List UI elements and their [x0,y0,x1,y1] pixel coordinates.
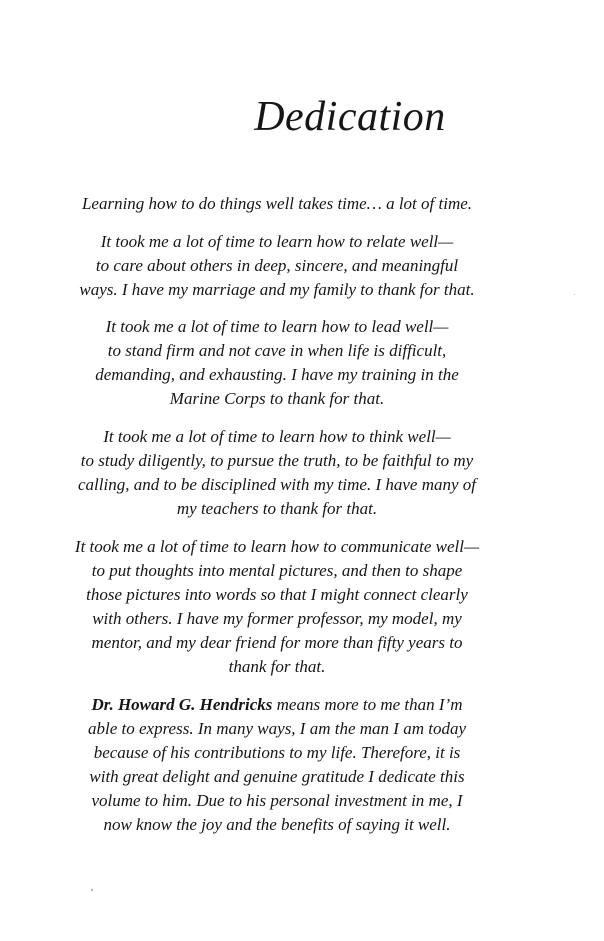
text-line: to put thoughts into mental pictures, and then to shape [91,561,463,580]
text-line: with others. I have my former professor, my model, my [92,609,462,628]
scan-speck [91,889,93,891]
text-line: to study diligently, to pursue the truth, to be faithful to my [80,451,474,470]
text-line: It took me a lot of time to learn how to communicate well— [74,537,480,556]
text-line: It took me a lot of time to learn how to think well— [103,427,451,446]
text-line: demanding, and exhausting. I have my training in the [95,365,459,384]
text-line: mentor, and my dear friend for more than fifty years to [91,633,463,652]
text-line: It took me a lot of time to learn how to lead well— [105,317,449,336]
text-line: to stand firm and not cave in when life is difficult, [107,341,447,360]
text-line: Learning how to do things well takes time… a lot of time. [81,194,473,213]
text-line: those pictures into words so that I might connect clearly [86,585,468,604]
text-line: means more to me than I’m [276,695,463,714]
honoree-line [0,694,554,716]
text-line: thank for that. [228,657,326,676]
text-line: now know the joy and the benefits of saying it well. [103,815,451,834]
text-line: calling, and to be disciplined with my time. I have many of [77,475,476,494]
text-line: with great delight and genuine gratitude I dedicate this [89,767,465,786]
text-line: my teachers to thank for that. [176,499,378,518]
page-title: Dedication [254,94,446,140]
text-line: able to express. In many ways, I am the man I am today [87,719,467,738]
text-line: It took me a lot of time to learn how to relate well— [100,232,454,251]
text-line: ways. I have my marriage and my family to thank for that. [79,280,475,299]
honoree-name: Dr. Howard G. Hendricks [91,695,273,714]
text-line: volume to him. Due to his personal investment in me, I [91,791,463,810]
text-line: because of his contributions to my life. Therefore, it is [93,743,461,762]
text-line: to care about others in deep, sincere, and meaningful [95,256,459,275]
scan-speck [574,294,575,295]
text-line: Marine Corps to thank for that. [169,389,385,408]
